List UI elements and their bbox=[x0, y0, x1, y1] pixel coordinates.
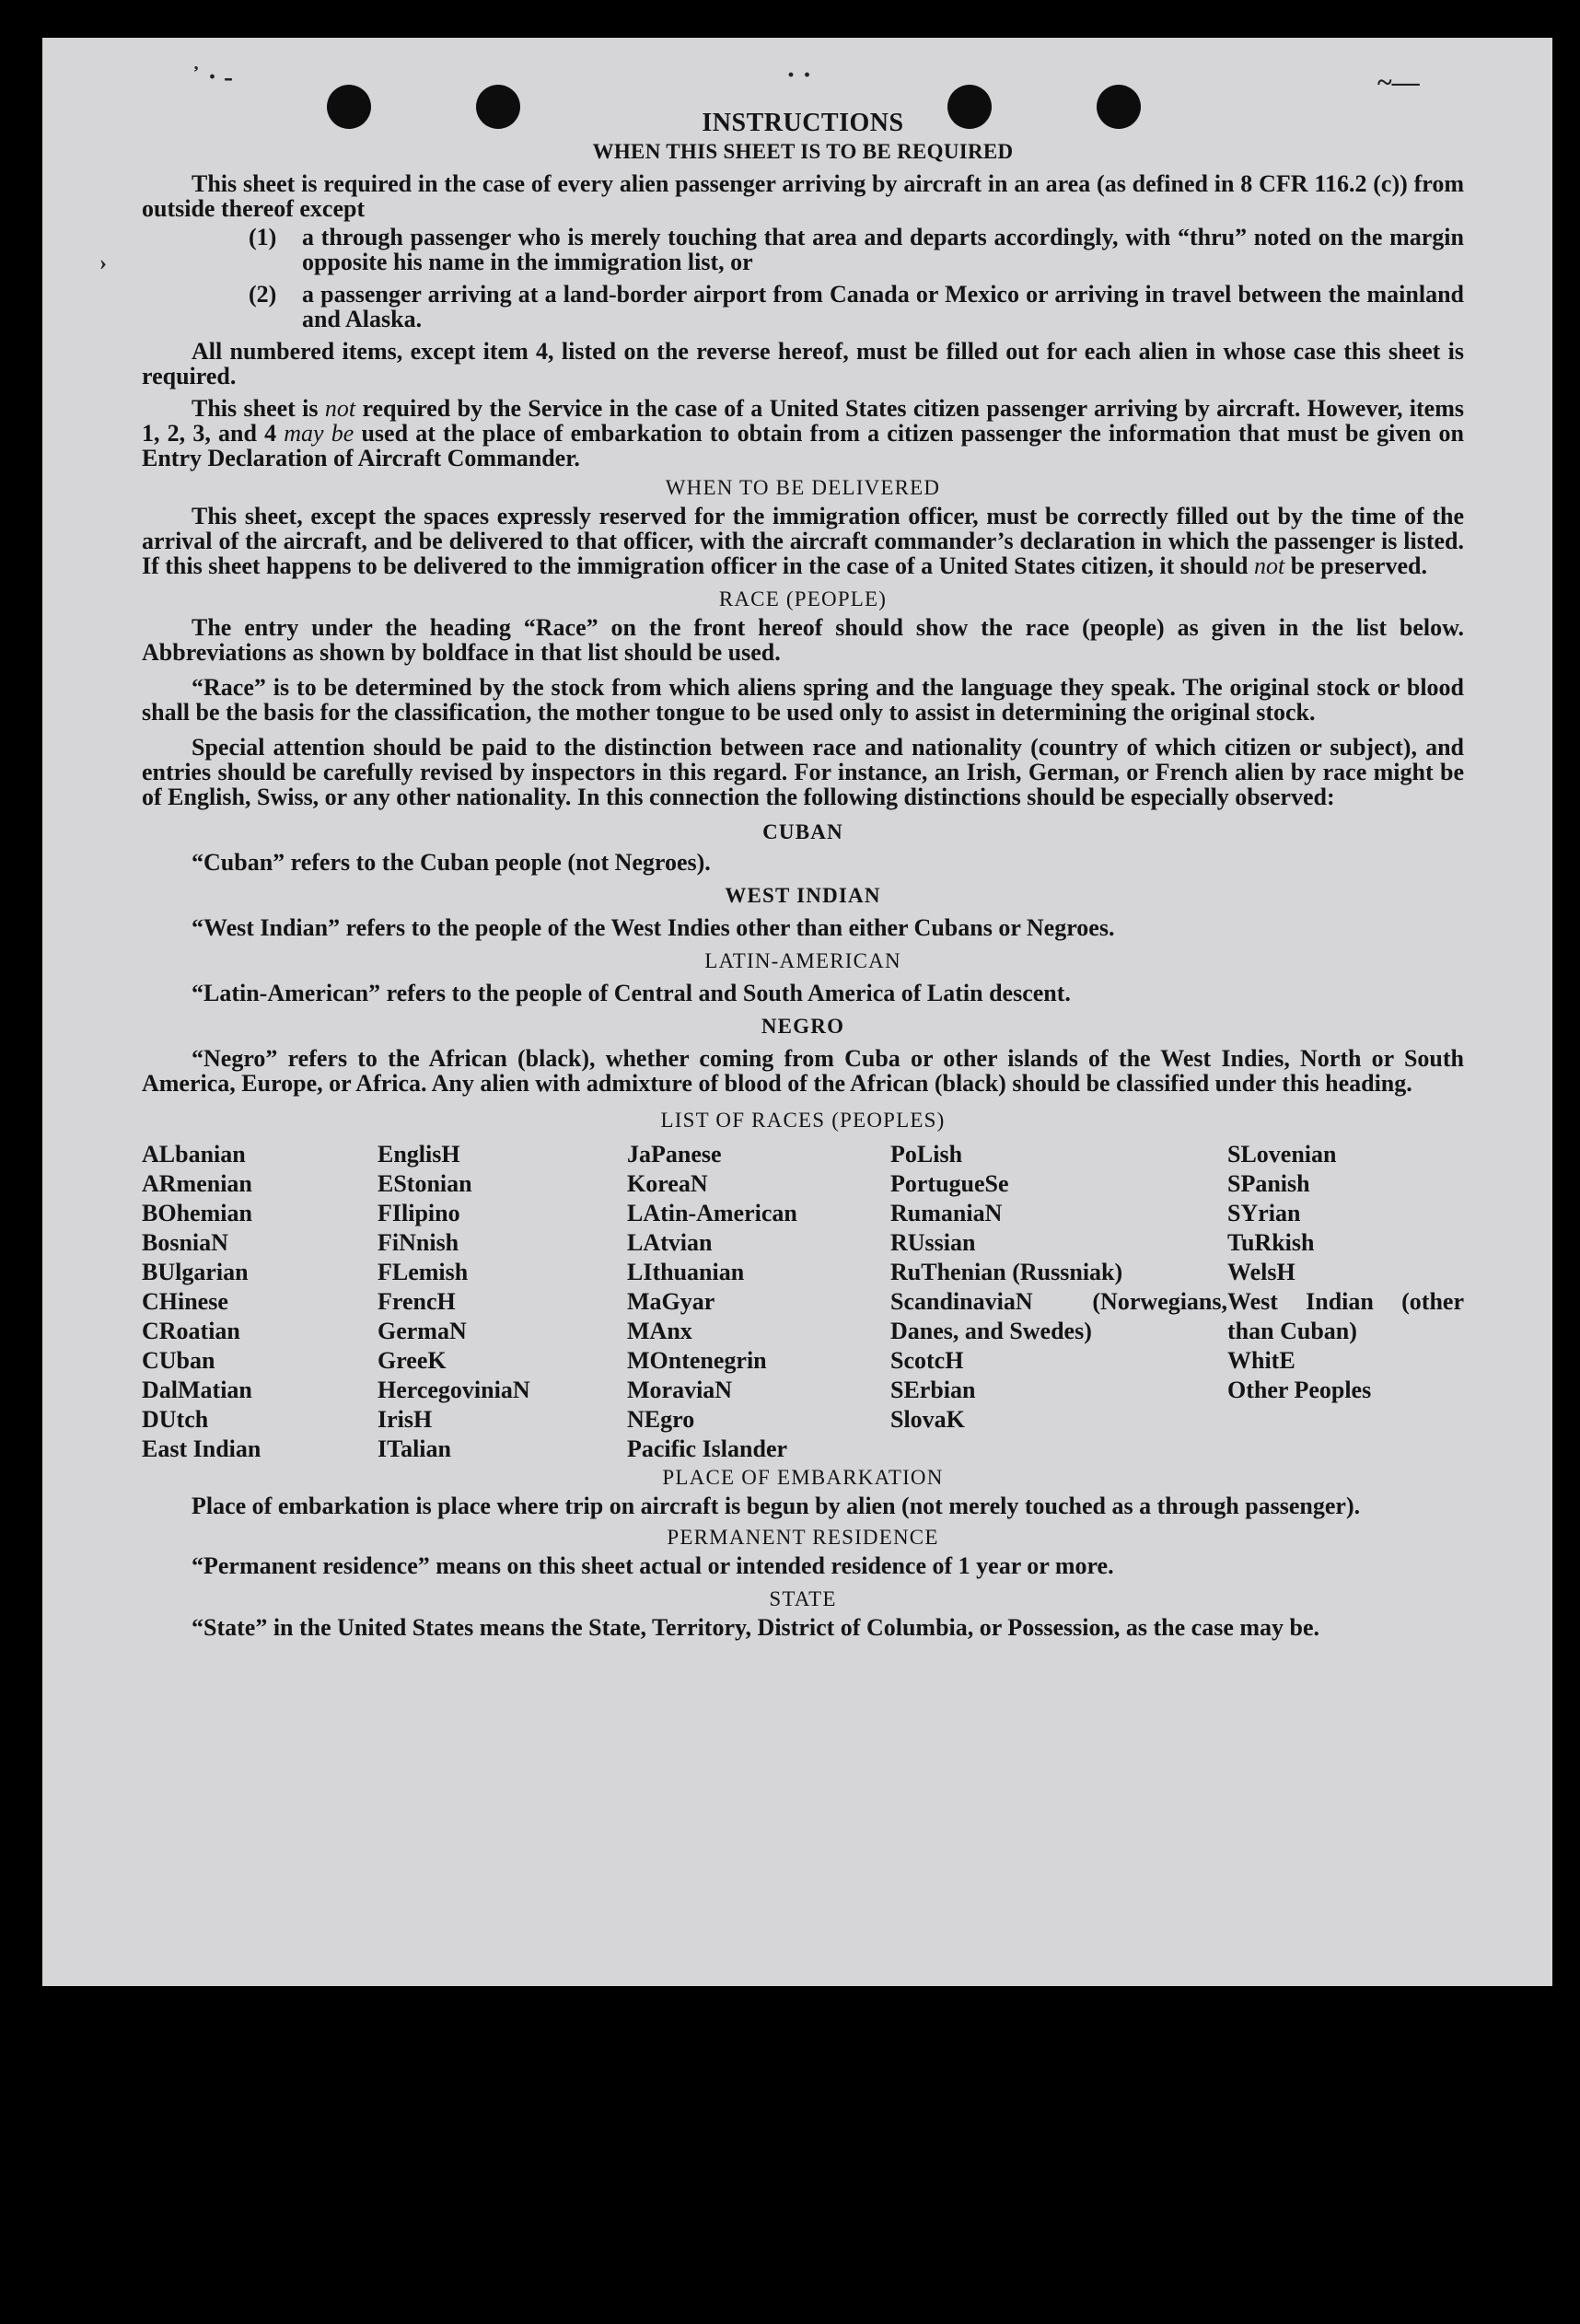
list-item: RumaniaN bbox=[890, 1200, 1003, 1226]
exception-item-1 bbox=[142, 225, 1464, 274]
race-column bbox=[378, 1140, 627, 1464]
list-item: PortugueSe bbox=[890, 1170, 1009, 1197]
state-text: “State” in the United States means the State, Territory, District of Columbia, or Possession, as the case may be. bbox=[192, 1614, 1320, 1641]
list-item: KoreaN bbox=[627, 1170, 708, 1197]
section-heading: PERMANENT RESIDENCE bbox=[667, 1526, 939, 1549]
exception-item-2 bbox=[142, 282, 1464, 331]
race-column bbox=[1227, 1140, 1464, 1464]
race-column bbox=[627, 1140, 890, 1464]
race-column bbox=[890, 1140, 1227, 1464]
list-item: MoraviaN bbox=[627, 1377, 733, 1403]
list-item: FrencH bbox=[378, 1288, 456, 1315]
list-item: Other Peoples bbox=[1227, 1377, 1372, 1403]
stray-mark: ~— bbox=[1377, 67, 1420, 98]
required-intro: This sheet is required in the case of every alien passenger arriving by aircraft in an area (as defined in 8 CFR 116.2 (c)) from outside thereof except bbox=[142, 170, 1464, 222]
list-item: TuRkish bbox=[1227, 1229, 1315, 1256]
list-item: BosniaN bbox=[142, 1229, 228, 1256]
list-item: BUlgarian bbox=[142, 1259, 249, 1285]
list-item: GermaN bbox=[378, 1318, 467, 1344]
list-item: SYrian bbox=[1227, 1200, 1301, 1226]
list-item: MOntenegrin bbox=[627, 1347, 767, 1374]
page-title: INSTRUCTIONS bbox=[702, 109, 904, 137]
list-item: WelsH bbox=[1227, 1259, 1295, 1285]
section-heading: PLACE OF EMBARKATION bbox=[662, 1466, 944, 1489]
text: This sheet, except the spaces expressly reserved for the immigration officer, must be correctly filled out by the time of the arrival of the aircraft, and be delivered to that officer, with the aircraft commander’s declaration in which the passenger is listed. If this sheet happens to be delivered to the immigration officer in the case of a United States citizen, it should bbox=[142, 503, 1464, 579]
stray-mark: · · bbox=[786, 60, 812, 90]
item-number: (1) bbox=[249, 224, 277, 250]
embarkation-text: Place of embarkation is place where trip on aircraft is begun by alien (not merely touched as a through passenger). bbox=[192, 1493, 1361, 1519]
section-heading: WEST INDIAN bbox=[725, 884, 881, 907]
list-item: EnglisH bbox=[378, 1141, 460, 1168]
cuban-text: “Cuban” refers to the Cuban people (not Negroes). bbox=[192, 849, 711, 876]
section-heading: CUBAN bbox=[762, 820, 843, 843]
emphasis: not bbox=[324, 395, 356, 422]
race-paragraph-3: Special attention should be paid to the distinction between race and nationality (country of which citizen or subject), and entries should be carefully revised by inspectors in this regard. For instance, an Irish, German, or French alien by race might be of English, Swiss, or any other nationality. In this connection the following distinctions should be especially observed: bbox=[142, 734, 1464, 810]
stray-mark: › bbox=[99, 251, 107, 275]
list-item: DalMatian bbox=[142, 1377, 252, 1403]
section-heading: LIST OF RACES (PEOPLES) bbox=[660, 1109, 946, 1132]
list-item: GreeK bbox=[378, 1347, 447, 1374]
race-paragraph-1: The entry under the heading “Race” on the front hereof should show the race (people) as given in the list below. Abbreviations as shown by boldface in that list should be used. bbox=[142, 614, 1464, 666]
list-item: DUtch bbox=[142, 1406, 209, 1433]
list-item: RUssian bbox=[890, 1229, 976, 1256]
item-text: a passenger arriving at a land-border airport from Canada or Mexico or arriving in travel between the mainland and Alaska. bbox=[302, 281, 1464, 332]
item-number: (2) bbox=[249, 281, 277, 308]
list-item: MaGyar bbox=[627, 1288, 715, 1315]
text: be preserved. bbox=[1284, 552, 1427, 579]
list-item: RuThenian (Russniak) bbox=[890, 1259, 1123, 1285]
stray-mark: ᾽ · - bbox=[192, 62, 233, 92]
list-item: PoLish bbox=[890, 1141, 963, 1168]
race-list bbox=[142, 1140, 1464, 1464]
list-item: SlovaK bbox=[890, 1406, 965, 1433]
instructions-content bbox=[142, 109, 1464, 1640]
list-item: ScandinaviaN (Norwegians, Danes, and Swedes) bbox=[890, 1288, 1227, 1344]
list-item: WhitE bbox=[1227, 1347, 1295, 1374]
section-heading: RACE (PEOPLE) bbox=[718, 587, 888, 610]
west-indian-text: “West Indian” refers to the people of the West Indies other than either Cubans or Negroes. bbox=[192, 914, 1115, 941]
list-item: SLovenian bbox=[1227, 1141, 1337, 1168]
list-item: SErbian bbox=[890, 1377, 976, 1403]
list-item: ITalian bbox=[378, 1435, 451, 1462]
list-item: MAnx bbox=[627, 1318, 692, 1344]
section-heading: WHEN TO BE DELIVERED bbox=[665, 476, 941, 499]
list-item: Pacific Islander bbox=[627, 1435, 788, 1462]
list-item: BOhemian bbox=[142, 1200, 252, 1226]
list-item: East Indian bbox=[142, 1435, 261, 1462]
list-item: LIthuanian bbox=[627, 1259, 745, 1285]
list-item: CUban bbox=[142, 1347, 215, 1374]
item-text: a through passenger who is merely touching that area and departs accordingly, with “thru” noted on the margin opposite his name in the immigration list, or bbox=[302, 224, 1464, 275]
section-heading: WHEN THIS SHEET IS TO BE REQUIRED bbox=[592, 140, 1014, 163]
text: This sheet is bbox=[192, 395, 325, 422]
list-item: EStonian bbox=[378, 1170, 472, 1197]
list-item: IrisH bbox=[378, 1406, 433, 1433]
list-item: SPanish bbox=[1227, 1170, 1310, 1197]
list-item: ALbanian bbox=[142, 1141, 246, 1168]
list-item: LAtin-American bbox=[627, 1200, 797, 1226]
delivered-paragraph bbox=[142, 504, 1464, 578]
race-paragraph-2: “Race” is to be determined by the stock from which aliens spring and the language they speak. The original stock or blood shall be the basis for the classification, the mother tongue to be used only to assist in determining the original stock. bbox=[142, 674, 1464, 726]
list-item: JaPanese bbox=[627, 1141, 722, 1168]
section-heading: STATE bbox=[769, 1587, 837, 1610]
list-item: CRoatian bbox=[142, 1318, 240, 1344]
list-item: West Indian (other than Cuban) bbox=[1227, 1288, 1464, 1344]
latin-american-text: “Latin-American” refers to the people of Central and South America of Latin descent. bbox=[192, 980, 1071, 1006]
list-item: ScotcH bbox=[890, 1347, 964, 1374]
list-item: HercegoviniaN bbox=[378, 1377, 530, 1403]
negro-text: “Negro” refers to the African (black), whether coming from Cuba or other islands of the West Indies, North or South America, Europe, or Africa. Any alien with admixture of blood of the African (black) should be classified under this heading. bbox=[142, 1045, 1464, 1097]
section-heading: LATIN-AMERICAN bbox=[704, 949, 901, 972]
list-item: FLemish bbox=[378, 1259, 469, 1285]
race-column bbox=[142, 1140, 378, 1464]
text: used at the place of embarkation to obtain from a citizen passenger the information that must be given on Entry Declaration of Aircraft Commander. bbox=[142, 420, 1465, 471]
list-item: CHinese bbox=[142, 1288, 228, 1315]
citizen-paragraph bbox=[142, 396, 1464, 471]
emphasis: may be bbox=[284, 420, 354, 447]
residence-text: “Permanent residence” means on this sheet actual or intended residence of 1 year or more. bbox=[192, 1552, 1114, 1579]
list-item: LAtvian bbox=[627, 1229, 713, 1256]
list-item: ARmenian bbox=[142, 1170, 252, 1197]
emphasis: not bbox=[1253, 552, 1285, 579]
list-item: FIlipino bbox=[378, 1200, 460, 1226]
numbered-items-paragraph: All numbered items, except item 4, listed on the reverse hereof, must be filled out for each alien in whose case this sheet is required. bbox=[142, 338, 1464, 389]
list-item: FiNnish bbox=[378, 1229, 459, 1256]
section-heading: NEGRO bbox=[761, 1015, 845, 1038]
text: required by the Service in the case of a United States citizen passenger arriving by aircraft. However, items 1, 2, 3, and 4 bbox=[142, 395, 1464, 447]
list-item: NEgro bbox=[627, 1406, 695, 1433]
